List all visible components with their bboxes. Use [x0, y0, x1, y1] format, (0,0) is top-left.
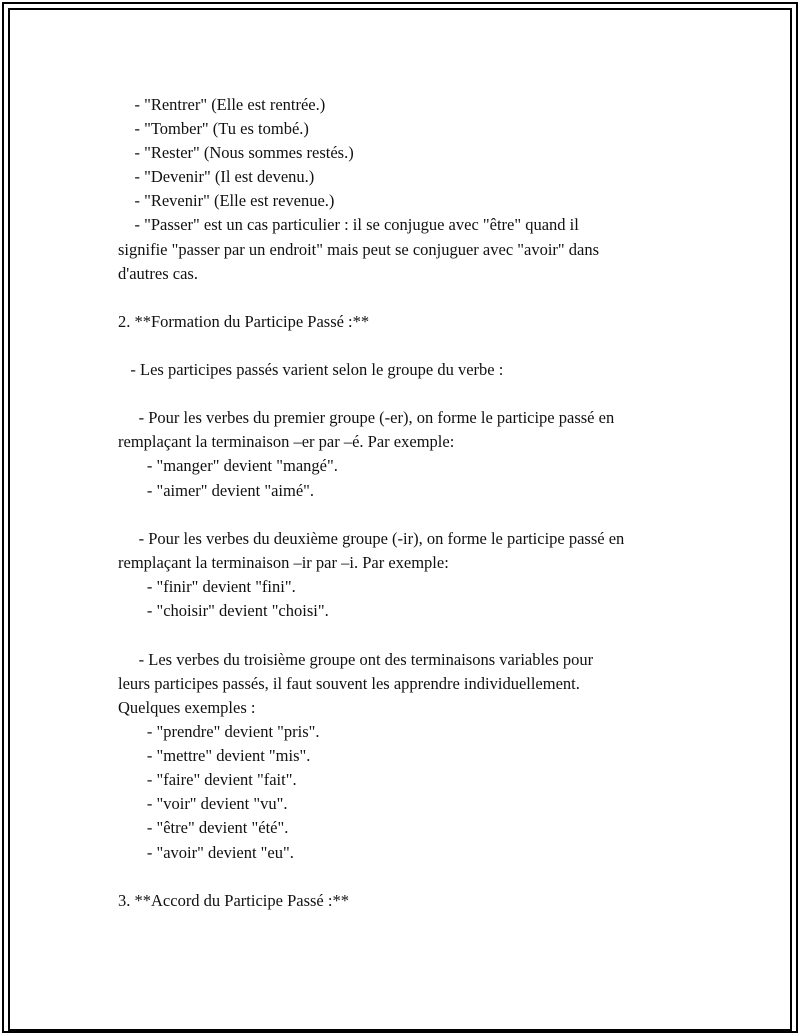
- text-line: - "choisir" devient "choisi".: [118, 601, 329, 620]
- text-line: - "aimer" devient "aimé".: [118, 481, 315, 500]
- text-line: d'autres cas.: [118, 264, 198, 283]
- text-line: - "être" devient "été".: [118, 818, 289, 837]
- text-line: signifie "passer par un endroit" mais peut se conjuguer avec "avoir" dans: [118, 240, 600, 259]
- text-line: - "manger" devient "mangé".: [118, 456, 338, 475]
- text-line: - "Tomber" (Tu es tombé.): [118, 119, 309, 138]
- text-line: - Pour les verbes du deuxième groupe (-ir), on forme le participe passé en: [118, 529, 625, 548]
- text-line: - "Rester" (Nous sommes restés.): [118, 143, 354, 162]
- text-line: - "faire" devient "fait".: [118, 770, 297, 789]
- text-line: - Les verbes du troisième groupe ont des terminaisons variables pour: [118, 650, 594, 669]
- text-line: - "prendre" devient "pris".: [118, 722, 320, 741]
- text-line: - "avoir" devient "eu".: [118, 843, 294, 862]
- text-line: remplaçant la terminaison –er par –é. Par exemple:: [118, 432, 455, 451]
- text-line: remplaçant la terminaison –ir par –i. Par exemple:: [118, 553, 449, 572]
- text-line: leurs participes passés, il faut souvent les apprendre individuellement.: [118, 674, 580, 693]
- text-line: - "finir" devient "fini".: [118, 577, 296, 596]
- text-line: - "Passer" est un cas particulier : il se conjugue avec "être" quand il: [118, 215, 579, 234]
- text-line: Quelques exemples :: [118, 698, 256, 717]
- text-line: - "voir" devient "vu".: [118, 794, 288, 813]
- text-line: - "Revenir" (Elle est revenue.): [118, 191, 335, 210]
- text-line: - Pour les verbes du premier groupe (-er), on forme le participe passé en: [118, 408, 615, 427]
- text-line: - "Rentrer" (Elle est rentrée.): [118, 95, 326, 114]
- section-heading: 3. **Accord du Participe Passé :**: [118, 891, 349, 910]
- section-heading: 2. **Formation du Participe Passé :**: [118, 312, 370, 331]
- text-line: - "mettre" devient "mis".: [118, 746, 311, 765]
- text-line: - "Devenir" (Il est devenu.): [118, 167, 315, 186]
- text-line: - Les participes passés varient selon le groupe du verbe :: [118, 360, 504, 379]
